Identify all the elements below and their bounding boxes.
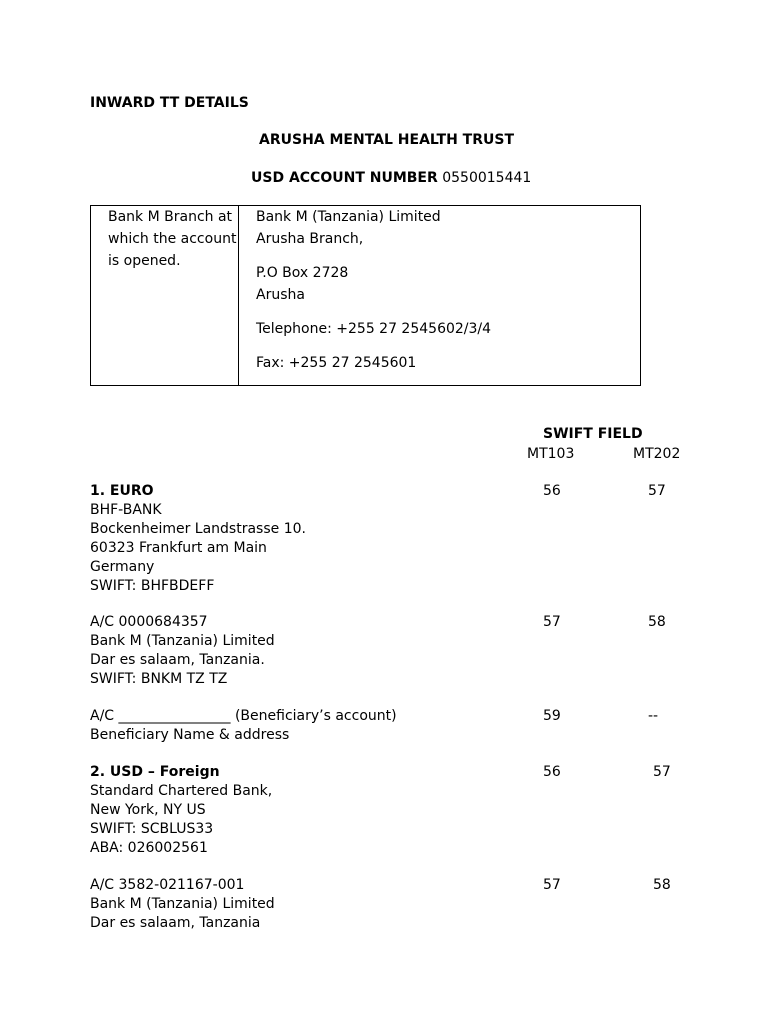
document-title: INWARD TT DETAILS xyxy=(90,95,249,111)
euro-beneficiary-mt103: 59 xyxy=(543,708,561,724)
euro-beneficiary-line: Beneficiary Name & address xyxy=(90,727,290,743)
branch-label-line-2: which the account xyxy=(108,231,237,247)
usd-bank-line: Standard Chartered Bank, xyxy=(90,783,273,799)
usd-bank-line: SWIFT: SCBLUS33 xyxy=(90,821,214,837)
euro-account-line: Dar es salaam, Tanzania. xyxy=(90,652,265,668)
usd-account-mt202: 58 xyxy=(653,877,671,893)
usd-bank-mt103: 56 xyxy=(543,764,561,780)
euro-account-line: SWIFT: BNKM TZ TZ xyxy=(90,671,228,687)
swift-field-title: SWIFT FIELD xyxy=(543,426,643,442)
euro-bank-mt202: 57 xyxy=(648,483,666,499)
branch-label-line-1: Bank M Branch at xyxy=(108,209,233,225)
usd-bank-line: ABA: 026002561 xyxy=(90,840,208,856)
swift-col-mt103: MT103 xyxy=(527,446,575,462)
euro-bank-line: Germany xyxy=(90,559,155,575)
branch-name: Arusha Branch, xyxy=(256,231,364,247)
usd-bank-mt202: 57 xyxy=(653,764,671,780)
account-number-label: USD ACCOUNT NUMBER xyxy=(251,170,438,186)
euro-bank-mt103: 56 xyxy=(543,483,561,499)
swift-col-mt202: MT202 xyxy=(633,446,681,462)
usd-bank-line: New York, NY US xyxy=(90,802,206,818)
usd-account-mt103: 57 xyxy=(543,877,561,893)
branch-label-line-3: is opened. xyxy=(108,253,181,269)
usd-account-line: Bank M (Tanzania) Limited xyxy=(90,896,275,912)
euro-account-mt202: 58 xyxy=(648,614,666,630)
account-number-line xyxy=(251,169,531,188)
branch-city: Arusha xyxy=(256,287,305,303)
euro-heading: 1. EURO xyxy=(90,483,154,499)
euro-bank-line: Bockenheimer Landstrasse 10. xyxy=(90,521,306,537)
trust-name: ARUSHA MENTAL HEALTH TRUST xyxy=(259,132,514,148)
euro-beneficiary-mt202: -- xyxy=(648,708,659,724)
euro-bank-line: SWIFT: BHFBDEFF xyxy=(90,578,215,594)
usd-account-line: A/C 3582-021167-001 xyxy=(90,877,245,893)
euro-account-mt103: 57 xyxy=(543,614,561,630)
account-number-value: 0550015441 xyxy=(442,170,532,186)
branch-table xyxy=(90,205,641,386)
table-divider xyxy=(238,206,239,385)
euro-bank-line: 60323 Frankfurt am Main xyxy=(90,540,267,556)
euro-beneficiary-line: A/C ________________ (Beneficiary’s account) xyxy=(90,708,397,724)
euro-bank-line: BHF-BANK xyxy=(90,502,162,518)
usd-account-line: Dar es salaam, Tanzania xyxy=(90,915,261,931)
euro-account-line: A/C 0000684357 xyxy=(90,614,208,630)
euro-account-line: Bank M (Tanzania) Limited xyxy=(90,633,275,649)
branch-fax: Fax: +255 27 2545601 xyxy=(256,355,417,371)
usd-heading: 2. USD – Foreign xyxy=(90,764,220,780)
branch-po-box: P.O Box 2728 xyxy=(256,265,349,281)
branch-telephone: Telephone: +255 27 2545602/3/4 xyxy=(256,321,492,337)
branch-bank-name: Bank M (Tanzania) Limited xyxy=(256,209,441,225)
